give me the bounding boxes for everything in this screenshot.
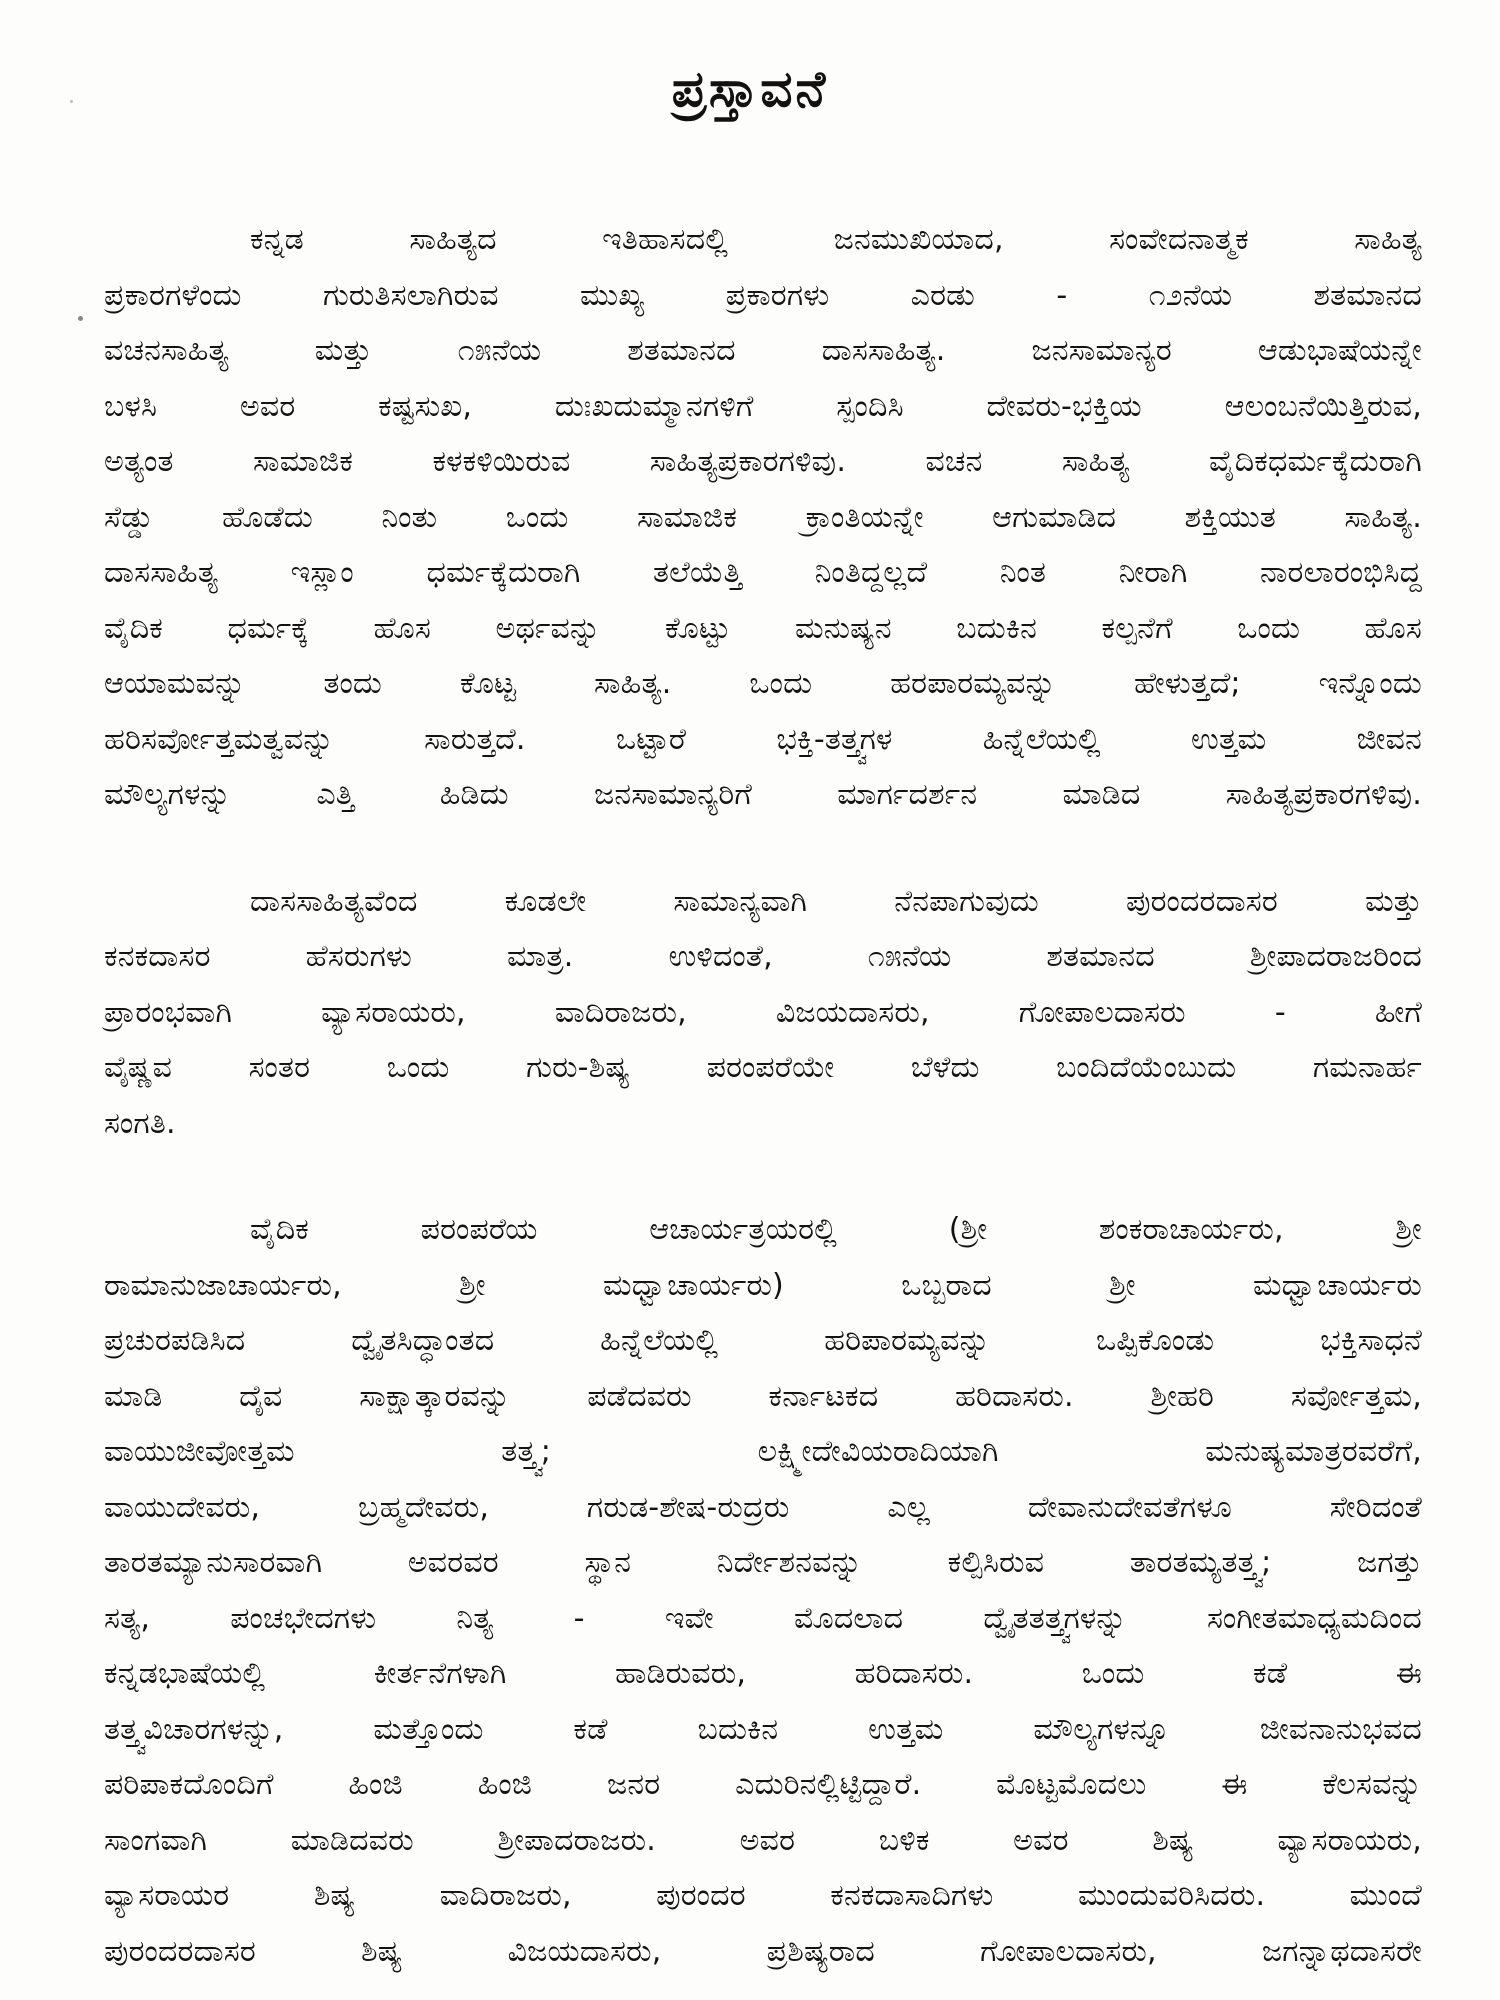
text-line: ತತ್ತ್ವವಿಚಾರಗಳನ್ನು, ಮತ್ತೊಂದು ಕಡೆ ಬದುಕಿನ ಉತ್ತಮ ಮೌಲ್ಯಗಳನ್ನೂ ಜೀವನಾನುಭವದ (104, 1711, 1422, 1747)
text-line: ಹರಿಸರ್ವೋತ್ತಮತ್ವವನ್ನು ಸಾರುತ್ತದೆ. ಒಟ್ಟಾರೆ ಭಕ್ತಿ-ತತ್ತ್ವಗಳ ಹಿನ್ನೆಲೆಯಲ್ಲಿ ಉತ್ತಮ ಜೀವನ (104, 721, 1422, 757)
text-line: ಪರಿಪಾಕದೊಂದಿಗೆ ಹಿಂಜಿ ಹಿಂಜಿ ಜನರ ಎದುರಿನಲ್ಲಿಟ್ಟಿದ್ದಾರೆ. ಮೊಟ್ಟಮೊದಲು ಈ ಕೆಲಸವನ್ನು (104, 1767, 1422, 1802)
text-line: ರಾಮಾನುಜಾಚಾರ್ಯರು, ಶ್ರೀ ಮಧ್ವಾಚಾರ್ಯರು) ಒಬ್ಬರಾದ ಶ್ರೀ ಮಧ್ವಾಚಾರ್ಯರು (104, 1267, 1422, 1303)
paragraph (104, 212, 1422, 823)
text-line: ಬಳಸಿ ಅವರ ಕಷ್ಟಸುಖ, ದುಃಖದುಮ್ಮಾನಗಳಿಗೆ ಸ್ಪಂದಿಸಿ ದೇವರು-ಭಕ್ತಿಯ ಆಲಂಬನೆಯಿತ್ತಿರುವ, (104, 388, 1422, 424)
text-line: ಸಾಂಗವಾಗಿ ಮಾಡಿದವರು ಶ್ರೀಪಾದರಾಜರು. ಅವರ ಬಳಿಕ ಅವರ ಶಿಷ್ಯ ವ್ಯಾಸರಾಯರು, (104, 1822, 1422, 1858)
text-line: ಪ್ರಾರಂಭವಾಗಿ ವ್ಯಾಸರಾಯರು, ವಾದಿರಾಜರು, ವಿಜಯದಾಸರು, ಗೋಪಾಲದಾಸರು - ಹೀಗೆ (104, 994, 1422, 1030)
text-line: ವ್ಯಾಸರಾಯರ ಶಿಷ್ಯ ವಾದಿರಾಜರು, ಪುರಂದರ ಕನಕದಾಸಾದಿಗಳು ಮುಂದುವರಿಸಿದರು. ಮುಂದೆ (104, 1878, 1422, 1913)
scan-artifact-dot (78, 316, 83, 321)
text-line: ವಚನಸಾಹಿತ್ಯ ಮತ್ತು ೧೫ನೆಯ ಶತಮಾನದ ದಾಸಸಾಹಿತ್ಯ. ಜನಸಾಮಾನ್ಯರ ಆಡುಭಾಷೆಯನ್ನೇ (104, 333, 1422, 368)
text-line: ಸೆಡ್ಡು ಹೊಡೆದು ನಿಂತು ಒಂದು ಸಾಮಾಜಿಕ ಕ್ರಾಂತಿಯನ್ನೇ ಆಗುಮಾಡಿದ ಶಕ್ತಿಯುತ ಸಾಹಿತ್ಯ. (104, 499, 1422, 535)
text-line: ಕನ್ನಡಭಾಷೆಯಲ್ಲಿ ಕೀರ್ತನೆಗಳಾಗಿ ಹಾಡಿರುವರು, ಹರಿದಾಸರು. ಒಂದು ಕಡೆ ಈ (104, 1656, 1422, 1691)
text-line: ಕನಕದಾಸರ ಹೆಸರುಗಳು ಮಾತ್ರ. ಉಳಿದಂತೆ, ೧೫ನೆಯ ಶತಮಾನದ ಶ್ರೀಪಾದರಾಜರಿಂದ (104, 939, 1422, 974)
page-title: ಪ್ರಸ್ತಾವನೆ (671, 60, 829, 118)
text-line: ದಾಸಸಾಹಿತ್ಯವೆಂದ ಕೂಡಲೇ ಸಾಮಾನ್ಯವಾಗಿ ನೆನಪಾಗುವುದು ಪುರಂದರದಾಸರ ಮತ್ತು (250, 883, 1422, 919)
text-line: ಪ್ರಚುರಪಡಿಸಿದ ದ್ವೈತಸಿದ್ಧಾಂತದ ಹಿನ್ನೆಲೆಯಲ್ಲಿ ಹರಿಪಾರಮ್ಯವನ್ನು ಒಪ್ಪಿಕೊಂಡು ಭಕ್ತಿಸಾಧನೆ (104, 1323, 1422, 1358)
text-line: ವಾಯುಜೀವೋತ್ತಮ ತತ್ತ್ವ; ಲಕ್ಷ್ಮೀದೇವಿಯರಾದಿಯಾಗಿ ಮನುಷ್ಯಮಾತ್ರರವರೆಗೆ, (104, 1434, 1422, 1469)
text-line: ಆಯಾಮವನ್ನು ತಂದು ಕೊಟ್ಟ ಸಾಹಿತ್ಯ. ಒಂದು ಹರಪಾರಮ್ಯವನ್ನು ಹೇಳುತ್ತದೆ; ಇನ್ನೊಂದು (104, 666, 1422, 701)
text-line: ವಾಯುದೇವರು, ಬ್ರಹ್ಮದೇವರು, ಗರುಡ-ಶೇಷ-ರುದ್ರರು ಎಲ್ಲ ದೇವಾನುದೇವತೆಗಳೂ ಸೇರಿದಂತೆ (104, 1489, 1422, 1525)
document-body (104, 212, 1422, 2000)
text-line: ಪುರಂದರದಾಸರ ಶಿಷ್ಯ ವಿಜಯದಾಸರು, ಪ್ರಶಿಷ್ಯರಾದ ಗೋಪಾಲದಾಸರು, ಜಗನ್ನಾಥದಾಸರೇ (104, 1933, 1422, 1969)
text-line: ಕನ್ನಡ ಸಾಹಿತ್ಯದ ಇತಿಹಾಸದಲ್ಲಿ ಜನಮುಖಿಯಾದ, ಸಂವೇದನಾತ್ಮಕ ಸಾಹಿತ್ಯ (250, 222, 1422, 257)
text-line: ಪ್ರಕಾರಗಳೆಂದು ಗುರುತಿಸಲಾಗಿರುವ ಮುಖ್ಯ ಪ್ರಕಾರಗಳು ಎರಡು - ೧೨ನೆಯ ಶತಮಾನದ (104, 277, 1422, 313)
text-line: ದಾಸಸಾಹಿತ್ಯ ಇಸ್ಲಾಂ ಧರ್ಮಕ್ಕೆದುರಾಗಿ ತಲೆಯೆತ್ತಿ ನಿಂತಿದ್ದಲ್ಲದೆ ನಿಂತ ನೀರಾಗಿ ನಾರಲಾರಂಭಿಸಿದ್ದ (104, 555, 1422, 590)
text-line: ಮಾಡಿ ದೈವ ಸಾಕ್ಷಾತ್ಕಾರವನ್ನು ಪಡೆದವರು ಕರ್ನಾಟಕದ ಹರಿದಾಸರು. ಶ್ರೀಹರಿ ಸರ್ವೋತ್ತಮ, (104, 1378, 1422, 1414)
paragraph (104, 874, 1422, 1152)
text-line: ಮೌಲ್ಯಗಳನ್ನು ಎತ್ತಿ ಹಿಡಿದು ಜನಸಾಮಾನ್ಯರಿಗೆ ಮಾರ್ಗದರ್ಶನ ಮಾಡಿದ ಸಾಹಿತ್ಯಪ್ರಕಾರಗಳಿವು. (104, 777, 1422, 812)
text-line: ಅತ್ಯಂತ ಸಾಮಾಜಿಕ ಕಳಕಳಿಯಿರುವ ಸಾಹಿತ್ಯಪ್ರಕಾರಗಳಿವು. ವಚನ ಸಾಹಿತ್ಯ ವೈದಿಕಧರ್ಮಕ್ಕೆದುರಾಗಿ (104, 444, 1422, 479)
scan-artifact-dot (70, 100, 73, 103)
paragraph (104, 1202, 1422, 1979)
text-line: ವೈದಿಕ ಧರ್ಮಕ್ಕೆ ಹೊಸ ಅರ್ಥವನ್ನು ಕೊಟ್ಟು ಮನುಷ್ಯನ ಬದುಕಿನ ಕಲ್ಪನೆಗೆ ಒಂದು ಹೊಸ (104, 610, 1422, 646)
text-line: ತಾರತಮ್ಯಾನುಸಾರವಾಗಿ ಅವರವರ ಸ್ಥಾನ ನಿರ್ದೇಶನವನ್ನು ಕಲ್ಪಿಸಿರುವ ತಾರತಮ್ಯತತ್ತ್ವ; ಜಗತ್ತು (104, 1545, 1422, 1580)
text-line: ಸತ್ಯ, ಪಂಚಭೇದಗಳು ನಿತ್ಯ - ಇವೇ ಮೊದಲಾದ ದ್ವೈತತತ್ತ್ವಗಳನ್ನು ಸಂಗೀತಮಾಧ್ಯಮದಿಂದ (104, 1600, 1422, 1636)
text-line: ವೈದಿಕ ಪರಂಪರೆಯ ಆಚಾರ್ಯತ್ರಯರಲ್ಲಿ (ಶ್ರೀ ಶಂಕರಾಚಾರ್ಯರು, ಶ್ರೀ (250, 1212, 1422, 1247)
text-line: ವೈಷ್ಣವ ಸಂತರ ಒಂದು ಗುರು-ಶಿಷ್ಯ ಪರಂಪರೆಯೇ ಬೆಳೆದು ಬಂದಿದೆಯೆಂಬುದು ಗಮನಾರ್ಹ (104, 1050, 1422, 1085)
text-line: ಸಂಗತಿ. (104, 1105, 176, 1141)
